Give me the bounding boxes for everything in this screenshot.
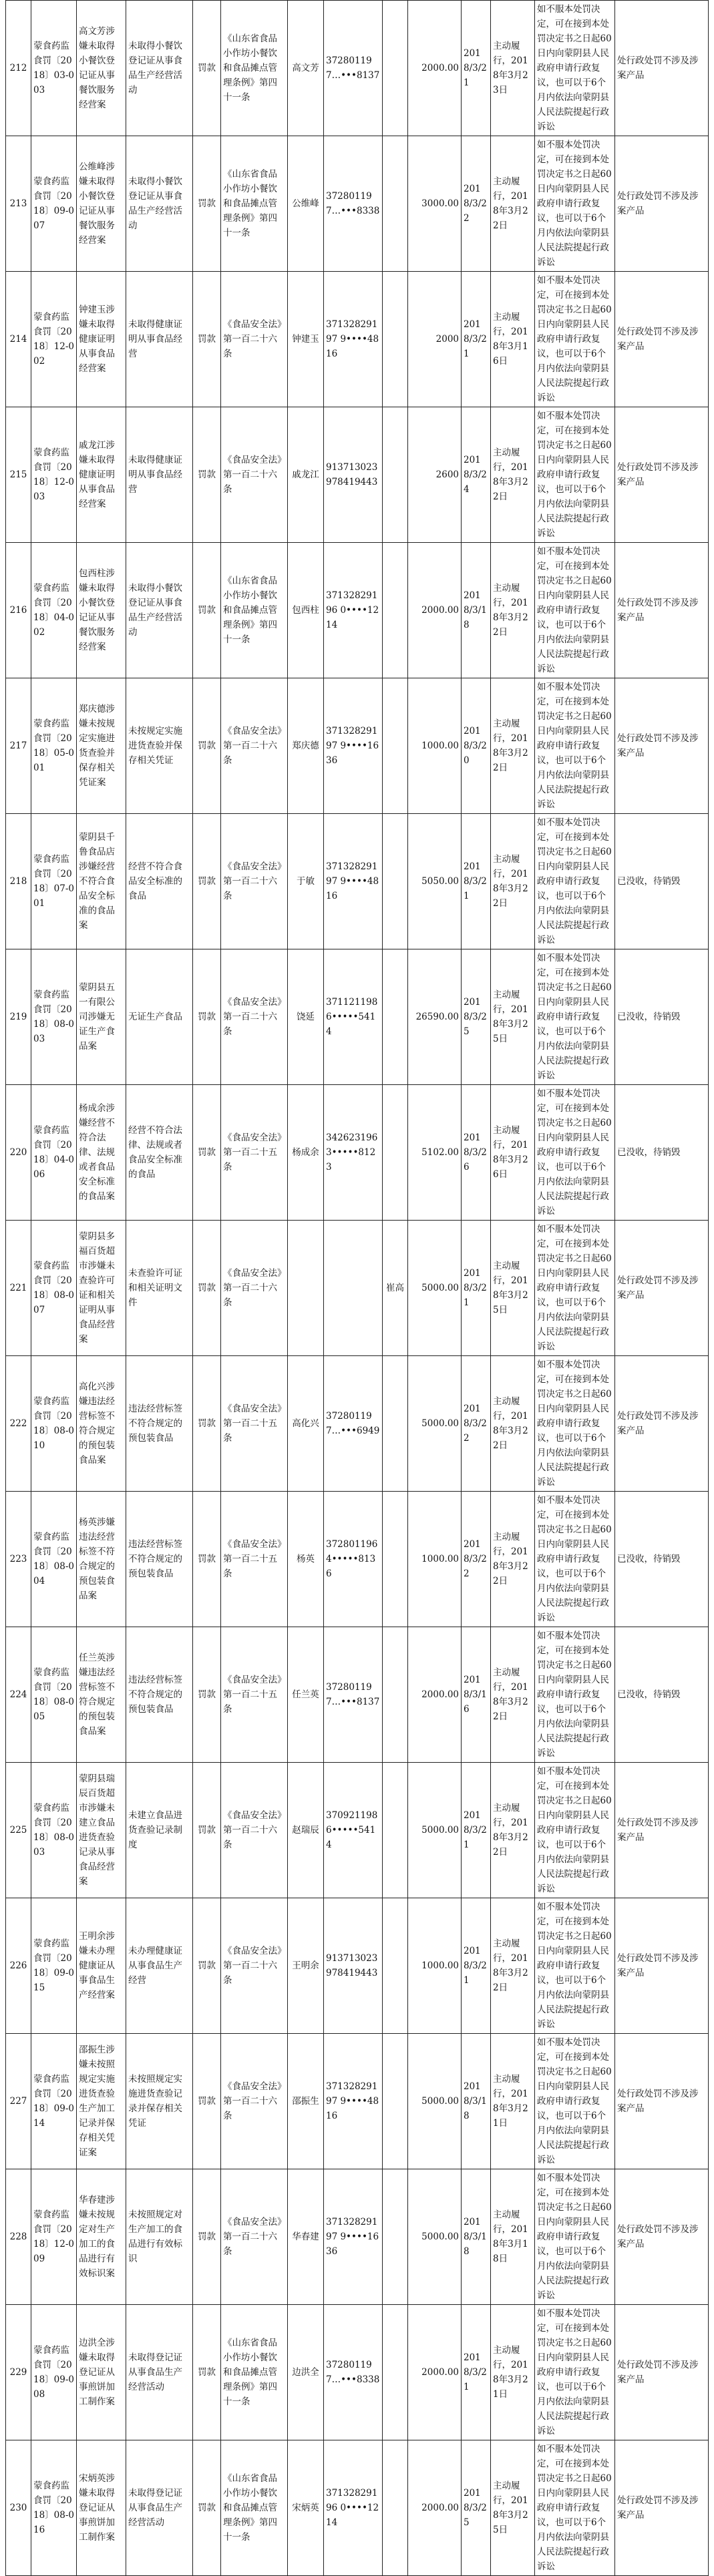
- party-name-cell: [288, 1221, 324, 1356]
- penalty-records-sheet: [5, 0, 708, 2576]
- decision-date-cell: 2018/3/22: [462, 1356, 491, 1492]
- remark-cell: 处行政处罚不涉及涉案产品: [615, 1356, 709, 1492]
- execution-status-cell: 主动履行，2018年3月23日: [491, 1, 535, 136]
- penalty-type-cell: 罚款: [193, 1627, 221, 1763]
- case-name-cell: 戚龙江涉嫌未取得健康证明从事食品经营案: [77, 407, 126, 543]
- remedy-notice-cell: 如不服本处罚决定，可在接到本处罚决定书之日起60日内向蒙阴县人民政府申请行政复议，也可以于6个月内依法向蒙阴县人民法院提起行政诉讼: [535, 1221, 615, 1356]
- violation-fact-cell: 经营不符合法律、法规或者食品安全标准的食品: [126, 1085, 193, 1221]
- remedy-notice-cell: 如不服本处罚决定，可在接到本处罚决定书之日起60日内向蒙阴县人民政府申请行政复议，也可以于6个月内依法向蒙阴县人民法院提起行政诉讼: [535, 1, 615, 136]
- penalty-type-cell: 罚款: [193, 272, 221, 407]
- table-row: [6, 2169, 709, 2305]
- violation-fact-cell: 未取得健康证明从事食品经营: [126, 272, 193, 407]
- legal-representative-cell: 崔高: [383, 1221, 408, 1356]
- violation-fact-cell: 未办理健康证从事食品生产经营: [126, 1898, 193, 2034]
- record-number-cell: 230: [6, 2440, 31, 2576]
- party-id-cell: 3426231963•••••8123: [324, 1085, 383, 1221]
- remark-cell: 已没收，待销毁: [615, 814, 709, 949]
- penalty-type-cell: 罚款: [193, 2440, 221, 2576]
- table-row: [6, 1, 709, 136]
- decision-number-cell: 蒙食药监食罚〔2018〕04-006: [31, 1085, 77, 1221]
- decision-date-cell: 2018/3/16: [462, 1627, 491, 1763]
- decision-date-cell: 2018/3/22: [462, 1492, 491, 1627]
- violation-fact-cell: 未建立食品进货查验记录制度: [126, 1763, 193, 1898]
- party-id-cell: 37132829197 9••••4816: [324, 272, 383, 407]
- record-number-cell: 225: [6, 1763, 31, 1898]
- legal-basis-cell: 《食品安全法》第一百二十六条: [221, 407, 288, 543]
- decision-number-cell: 蒙食药监食罚〔2018〕08-003: [31, 1763, 77, 1898]
- legal-representative-cell: [383, 1763, 408, 1898]
- table-row: [6, 272, 709, 407]
- legal-representative-cell: [383, 949, 408, 1085]
- remark-cell: 处行政处罚不涉及涉案产品: [615, 2169, 709, 2305]
- record-number-cell: 214: [6, 272, 31, 407]
- legal-basis-cell: 《食品安全法》第一百二十五条: [221, 1627, 288, 1763]
- table-row: [6, 407, 709, 543]
- legal-basis-cell: 《食品安全法》第一百二十六条: [221, 1221, 288, 1356]
- violation-fact-cell: 未取得健康证明从事食品经营: [126, 407, 193, 543]
- penalty-table-body: [6, 1, 709, 2576]
- execution-status-cell: 主动履行，2018年3月22日: [491, 814, 535, 949]
- decision-number-cell: 蒙食药监食罚〔2018〕09-015: [31, 1898, 77, 2034]
- record-number-cell: 224: [6, 1627, 31, 1763]
- fine-amount-cell: 5000.00: [408, 2034, 462, 2169]
- violation-fact-cell: 未取得小餐饮登记证从事食品生产经营活动: [126, 136, 193, 272]
- legal-basis-cell: 《食品安全法》第一百二十六条: [221, 1898, 288, 2034]
- execution-status-cell: 主动履行，2018年3月22日: [491, 407, 535, 543]
- party-name-cell: 公维峰: [288, 136, 324, 272]
- penalty-type-cell: 罚款: [193, 2305, 221, 2440]
- execution-status-cell: 主动履行，2018年3月18日: [491, 2169, 535, 2305]
- execution-status-cell: 主动履行，2018年3月25日: [491, 2440, 535, 2576]
- fine-amount-cell: 5102.00: [408, 1085, 462, 1221]
- table-row: [6, 814, 709, 949]
- penalty-type-cell: 罚款: [193, 2034, 221, 2169]
- remark-cell: 已没收，待销毁: [615, 1627, 709, 1763]
- violation-fact-cell: 未取得登记证从事食品生产经营活动: [126, 2305, 193, 2440]
- legal-basis-cell: 《食品安全法》第一百二十六条: [221, 678, 288, 814]
- party-id-cell: [324, 1221, 383, 1356]
- decision-date-cell: 2018/3/26: [462, 1085, 491, 1221]
- fine-amount-cell: 2600: [408, 407, 462, 543]
- remark-cell: 处行政处罚不涉及涉案产品: [615, 407, 709, 543]
- remedy-notice-cell: 如不服本处罚决定，可在接到本处罚决定书之日起60日内向蒙阴县人民政府申请行政复议，也可以于6个月内依法向蒙阴县人民法院提起行政诉讼: [535, 1627, 615, 1763]
- remedy-notice-cell: 如不服本处罚决定，可在接到本处罚决定书之日起60日内向蒙阴县人民政府申请行政复议，也可以于6个月内依法向蒙阴县人民法院提起行政诉讼: [535, 814, 615, 949]
- record-number-cell: 226: [6, 1898, 31, 2034]
- penalty-type-cell: 罚款: [193, 678, 221, 814]
- penalty-type-cell: 罚款: [193, 407, 221, 543]
- violation-fact-cell: 经营不符合食品安全标准的食品: [126, 814, 193, 949]
- party-name-cell: 边洪全: [288, 2305, 324, 2440]
- decision-date-cell: 2018/3/21: [462, 1763, 491, 1898]
- penalty-type-cell: 罚款: [193, 1898, 221, 2034]
- party-id-cell: 372801197…•••8338: [324, 136, 383, 272]
- decision-date-cell: 2018/3/25: [462, 2440, 491, 2576]
- decision-number-cell: 蒙食药监食罚〔2018〕08-010: [31, 1356, 77, 1492]
- violation-fact-cell: 未取得小餐饮登记证从事食品生产经营活动: [126, 543, 193, 678]
- fine-amount-cell: 2000.00: [408, 543, 462, 678]
- remedy-notice-cell: 如不服本处罚决定，可在接到本处罚决定书之日起60日内向蒙阴县人民政府申请行政复议，也可以于6个月内依法向蒙阴县人民法院提起行政诉讼: [535, 2305, 615, 2440]
- legal-basis-cell: 《山东省食品小作坊小餐饮和食品摊点管理条例》第四十一条: [221, 543, 288, 678]
- table-row: [6, 1492, 709, 1627]
- party-id-cell: 372801197…•••8137: [324, 1, 383, 136]
- record-number-cell: 219: [6, 949, 31, 1085]
- legal-basis-cell: 《山东省食品小作坊小餐饮和食品摊点管理条例》第四十一条: [221, 136, 288, 272]
- remark-cell: 处行政处罚不涉及涉案产品: [615, 1221, 709, 1356]
- party-id-cell: 37132829197 9••••4816: [324, 2034, 383, 2169]
- fine-amount-cell: 2000: [408, 272, 462, 407]
- execution-status-cell: 主动履行，2018年3月26日: [491, 1085, 535, 1221]
- record-number-cell: 215: [6, 407, 31, 543]
- remedy-notice-cell: 如不服本处罚决定，可在接到本处罚决定书之日起60日内向蒙阴县人民政府申请行政复议，也可以于6个月内依法向蒙阴县人民法院提起行政诉讼: [535, 543, 615, 678]
- legal-basis-cell: 《食品安全法》第一百二十五条: [221, 1356, 288, 1492]
- table-row: [6, 136, 709, 272]
- legal-representative-cell: [383, 407, 408, 543]
- violation-fact-cell: 违法经营标签不符合规定的预包装食品: [126, 1492, 193, 1627]
- penalty-type-cell: 罚款: [193, 1763, 221, 1898]
- fine-amount-cell: 5000.00: [408, 1356, 462, 1492]
- party-name-cell: 戚龙江: [288, 407, 324, 543]
- case-name-cell: 边洪全涉嫌未取得登记证从事煎饼加工制作案: [77, 2305, 126, 2440]
- decision-number-cell: 蒙食药监食罚〔2018〕04-002: [31, 543, 77, 678]
- execution-status-cell: 主动履行，2018年3月22日: [491, 1763, 535, 1898]
- legal-representative-cell: [383, 543, 408, 678]
- decision-date-cell: 2018/3/21: [462, 1221, 491, 1356]
- legal-representative-cell: [383, 1492, 408, 1627]
- decision-number-cell: 蒙食药监食罚〔2018〕12-009: [31, 2169, 77, 2305]
- legal-representative-cell: [383, 1356, 408, 1492]
- legal-representative-cell: [383, 678, 408, 814]
- legal-basis-cell: 《山东省食品小作坊小餐饮和食品摊点管理条例》第四十一条: [221, 2305, 288, 2440]
- party-name-cell: 高文芳: [288, 1, 324, 136]
- table-row: [6, 1085, 709, 1221]
- violation-fact-cell: 未查验许可证和相关证明文件: [126, 1221, 193, 1356]
- decision-number-cell: 蒙食药监食罚〔2018〕09-014: [31, 2034, 77, 2169]
- penalty-type-cell: 罚款: [193, 949, 221, 1085]
- case-name-cell: 公维峰涉嫌未取得小餐饮登记证从事餐饮服务经营案: [77, 136, 126, 272]
- record-number-cell: 216: [6, 543, 31, 678]
- legal-basis-cell: 《食品安全法》第一百二十五条: [221, 1085, 288, 1221]
- violation-fact-cell: 违法经营标签不符合规定的预包装食品: [126, 1627, 193, 1763]
- decision-number-cell: 蒙食药监食罚〔2018〕05-001: [31, 678, 77, 814]
- penalty-table: [5, 0, 709, 2576]
- legal-basis-cell: 《食品安全法》第一百二十六条: [221, 272, 288, 407]
- legal-representative-cell: [383, 1085, 408, 1221]
- record-number-cell: 229: [6, 2305, 31, 2440]
- decision-number-cell: 蒙食药监食罚〔2018〕09-007: [31, 136, 77, 272]
- execution-status-cell: 主动履行，2018年3月25日: [491, 949, 535, 1085]
- legal-representative-cell: [383, 814, 408, 949]
- party-name-cell: 包西柱: [288, 543, 324, 678]
- fine-amount-cell: 1000.00: [408, 1898, 462, 2034]
- decision-date-cell: 2018/3/21: [462, 814, 491, 949]
- case-name-cell: 华春建涉嫌未按规定对生产加工的食品进行有效标识案: [77, 2169, 126, 2305]
- party-id-cell: 372801197…•••6949: [324, 1356, 383, 1492]
- decision-date-cell: 2018/3/22: [462, 136, 491, 272]
- execution-status-cell: 主动履行，2018年3月22日: [491, 1492, 535, 1627]
- remark-cell: 处行政处罚不涉及涉案产品: [615, 2034, 709, 2169]
- record-number-cell: 218: [6, 814, 31, 949]
- remedy-notice-cell: 如不服本处罚决定，可在接到本处罚决定书之日起60日内向蒙阴县人民政府申请行政复议，也可以于6个月内依法向蒙阴县人民法院提起行政诉讼: [535, 678, 615, 814]
- decision-number-cell: 蒙食药监食罚〔2018〕08-016: [31, 2440, 77, 2576]
- party-id-cell: 37132829196 0••••1214: [324, 543, 383, 678]
- remark-cell: 处行政处罚不涉及涉案产品: [615, 1, 709, 136]
- legal-basis-cell: 《食品安全法》第一百二十六条: [221, 814, 288, 949]
- party-id-cell: 3711211986•••••5414: [324, 949, 383, 1085]
- decision-number-cell: 蒙食药监食罚〔2018〕03-003: [31, 1, 77, 136]
- remedy-notice-cell: 如不服本处罚决定，可在接到本处罚决定书之日起60日内向蒙阴县人民政府申请行政复议，也可以于6个月内依法向蒙阴县人民法院提起行政诉讼: [535, 272, 615, 407]
- remedy-notice-cell: 如不服本处罚决定，可在接到本处罚决定书之日起60日内向蒙阴县人民政府申请行政复议，也可以于6个月内依法向蒙阴县人民法院提起行政诉讼: [535, 1356, 615, 1492]
- fine-amount-cell: 1000.00: [408, 678, 462, 814]
- violation-fact-cell: 未按规定实施进货查验并保存相关凭证: [126, 678, 193, 814]
- record-number-cell: 220: [6, 1085, 31, 1221]
- party-id-cell: 37132829197 9••••1636: [324, 2169, 383, 2305]
- execution-status-cell: 主动履行，2018年3月22日: [491, 1627, 535, 1763]
- remedy-notice-cell: 如不服本处罚决定，可在接到本处罚决定书之日起60日内向蒙阴县人民政府申请行政复议，也可以于6个月内依法向蒙阴县人民法院提起行政诉讼: [535, 1763, 615, 1898]
- party-name-cell: 赵瑞辰: [288, 1763, 324, 1898]
- decision-number-cell: 蒙食药监食罚〔2018〕12-003: [31, 407, 77, 543]
- party-name-cell: 钟建玉: [288, 272, 324, 407]
- decision-number-cell: 蒙食药监食罚〔2018〕12-002: [31, 272, 77, 407]
- record-number-cell: 223: [6, 1492, 31, 1627]
- party-name-cell: 任兰英: [288, 1627, 324, 1763]
- case-name-cell: 蒙阴县多福百货超市涉嫌未查验许可证和相关证明从事食品经营案: [77, 1221, 126, 1356]
- remark-cell: 处行政处罚不涉及涉案产品: [615, 1763, 709, 1898]
- party-id-cell: 37132829196 0••••1214: [324, 2440, 383, 2576]
- remedy-notice-cell: 如不服本处罚决定，可在接到本处罚决定书之日起60日内向蒙阴县人民政府申请行政复议，也可以于6个月内依法向蒙阴县人民法院提起行政诉讼: [535, 1898, 615, 2034]
- case-name-cell: 蒙阴县五一有限公司涉嫌无证生产食品案: [77, 949, 126, 1085]
- fine-amount-cell: 3000.00: [408, 136, 462, 272]
- fine-amount-cell: 2000.00: [408, 2305, 462, 2440]
- legal-representative-cell: [383, 1, 408, 136]
- legal-representative-cell: [383, 2169, 408, 2305]
- execution-status-cell: 主动履行，2018年3月21日: [491, 2034, 535, 2169]
- table-row: [6, 1627, 709, 1763]
- table-row: [6, 1763, 709, 1898]
- party-id-cell: 372801197…•••8338: [324, 2305, 383, 2440]
- legal-basis-cell: 《食品安全法》第一百二十六条: [221, 1763, 288, 1898]
- legal-basis-cell: 《食品安全法》第一百二十六条: [221, 2034, 288, 2169]
- remark-cell: 处行政处罚不涉及涉案产品: [615, 543, 709, 678]
- party-name-cell: 华春建: [288, 2169, 324, 2305]
- decision-date-cell: 2018/3/21: [462, 1898, 491, 2034]
- table-row: [6, 678, 709, 814]
- remark-cell: 处行政处罚不涉及涉案产品: [615, 678, 709, 814]
- party-id-cell: 3728011964•••••8136: [324, 1492, 383, 1627]
- execution-status-cell: 主动履行，2018年3月22日: [491, 678, 535, 814]
- party-name-cell: 邵振生: [288, 2034, 324, 2169]
- case-name-cell: 郑庆德涉嫌未按规定实施进货查验并保存相关凭证案: [77, 678, 126, 814]
- party-name-cell: 于敏: [288, 814, 324, 949]
- violation-fact-cell: 未按照规定实施进货查验记录并保存相关凭证: [126, 2034, 193, 2169]
- remedy-notice-cell: 如不服本处罚决定，可在接到本处罚决定书之日起60日内向蒙阴县人民政府申请行政复议，也可以于6个月内依法向蒙阴县人民法院提起行政诉讼: [535, 2034, 615, 2169]
- fine-amount-cell: 1000.00: [408, 1492, 462, 1627]
- decision-number-cell: 蒙食药监食罚〔2018〕08-004: [31, 1492, 77, 1627]
- case-name-cell: 钟建玉涉嫌未取得健康证明从事食品经营案: [77, 272, 126, 407]
- decision-date-cell: 2018/3/18: [462, 2169, 491, 2305]
- case-name-cell: 杨成余涉嫌经营不符合法律、法规或者食品安全标准的食品案: [77, 1085, 126, 1221]
- case-name-cell: 邵振生涉嫌未按照规定实施进货查验生产加工记录并保存相关凭证案: [77, 2034, 126, 2169]
- remedy-notice-cell: 如不服本处罚决定，可在接到本处罚决定书之日起60日内向蒙阴县人民政府申请行政复议，也可以于6个月内依法向蒙阴县人民法院提起行政诉讼: [535, 2169, 615, 2305]
- record-number-cell: 228: [6, 2169, 31, 2305]
- table-row: [6, 1356, 709, 1492]
- remedy-notice-cell: 如不服本处罚决定，可在接到本处罚决定书之日起60日内向蒙阴县人民政府申请行政复议，也可以于6个月内依法向蒙阴县人民法院提起行政诉讼: [535, 407, 615, 543]
- remark-cell: 已没收，待销毁: [615, 949, 709, 1085]
- decision-date-cell: 2018/3/21: [462, 1, 491, 136]
- penalty-type-cell: 罚款: [193, 1356, 221, 1492]
- violation-fact-cell: 违法经营标签不符合规定的预包装食品: [126, 1356, 193, 1492]
- table-row: [6, 2034, 709, 2169]
- remark-cell: 处行政处罚不涉及涉案产品: [615, 1898, 709, 2034]
- execution-status-cell: 主动履行，2018年3月16日: [491, 272, 535, 407]
- party-name-cell: 杨英: [288, 1492, 324, 1627]
- remedy-notice-cell: 如不服本处罚决定，可在接到本处罚决定书之日起60日内向蒙阴县人民政府申请行政复议，也可以于6个月内依法向蒙阴县人民法院提起行政诉讼: [535, 1085, 615, 1221]
- decision-date-cell: 2018/3/18: [462, 2034, 491, 2169]
- decision-date-cell: 2018/3/18: [462, 543, 491, 678]
- record-number-cell: 213: [6, 136, 31, 272]
- execution-status-cell: 主动履行，2018年3月22日: [491, 136, 535, 272]
- remark-cell: 处行政处罚不涉及涉案产品: [615, 2305, 709, 2440]
- legal-representative-cell: [383, 136, 408, 272]
- penalty-type-cell: 罚款: [193, 1221, 221, 1356]
- execution-status-cell: 主动履行，2018年3月25日: [491, 1221, 535, 1356]
- record-number-cell: 212: [6, 1, 31, 136]
- party-name-cell: 高化兴: [288, 1356, 324, 1492]
- record-number-cell: 227: [6, 2034, 31, 2169]
- legal-basis-cell: 《食品安全法》第一百二十六条: [221, 949, 288, 1085]
- fine-amount-cell: 5000.00: [408, 2169, 462, 2305]
- table-row: [6, 543, 709, 678]
- case-name-cell: 高化兴涉嫌违法经营标签不符合规定的预包装食品案: [77, 1356, 126, 1492]
- legal-basis-cell: 《食品安全法》第一百二十六条: [221, 2169, 288, 2305]
- execution-status-cell: 主动履行，2018年3月22日: [491, 543, 535, 678]
- remedy-notice-cell: 如不服本处罚决定，可在接到本处罚决定书之日起60日内向蒙阴县人民政府申请行政复议，也可以于6个月内依法向蒙阴县人民法院提起行政诉讼: [535, 136, 615, 272]
- penalty-type-cell: 罚款: [193, 136, 221, 272]
- decision-date-cell: 2018/3/24: [462, 407, 491, 543]
- decision-number-cell: 蒙食药监食罚〔2018〕08-007: [31, 1221, 77, 1356]
- decision-date-cell: 2018/3/20: [462, 678, 491, 814]
- penalty-type-cell: 罚款: [193, 814, 221, 949]
- party-name-cell: 杨成余: [288, 1085, 324, 1221]
- party-id-cell: 37132829197 9••••1636: [324, 678, 383, 814]
- case-name-cell: 王明余涉嫌未办理健康证从事食品生产经营案: [77, 1898, 126, 2034]
- fine-amount-cell: 2000.00: [408, 1627, 462, 1763]
- party-id-cell: 372801197…•••8137: [324, 1627, 383, 1763]
- legal-representative-cell: [383, 2440, 408, 2576]
- table-row: [6, 1221, 709, 1356]
- party-name-cell: 王明余: [288, 1898, 324, 2034]
- penalty-type-cell: 罚款: [193, 1492, 221, 1627]
- fine-amount-cell: 5000.00: [408, 1221, 462, 1356]
- party-id-cell: 37132829197 9••••4816: [324, 814, 383, 949]
- penalty-type-cell: 罚款: [193, 543, 221, 678]
- case-name-cell: 宋炳英涉嫌未取得登记证从事煎饼加工制作案: [77, 2440, 126, 2576]
- remark-cell: 已没收，待销毁: [615, 1085, 709, 1221]
- fine-amount-cell: 2000.00: [408, 1, 462, 136]
- remedy-notice-cell: 如不服本处罚决定，可在接到本处罚决定书之日起60日内向蒙阴县人民政府申请行政复议，也可以于6个月内依法向蒙阴县人民法院提起行政诉讼: [535, 2440, 615, 2576]
- record-number-cell: 221: [6, 1221, 31, 1356]
- decision-date-cell: 2018/3/21: [462, 2305, 491, 2440]
- record-number-cell: 222: [6, 1356, 31, 1492]
- legal-representative-cell: [383, 272, 408, 407]
- party-name-cell: 郑庆德: [288, 678, 324, 814]
- party-id-cell: 913713023978419443: [324, 407, 383, 543]
- penalty-type-cell: 罚款: [193, 1085, 221, 1221]
- case-name-cell: 蒙阴县瑞辰百货超市涉嫌未建立食品进货查验记录从事食品经营案: [77, 1763, 126, 1898]
- decision-number-cell: 蒙食药监食罚〔2018〕07-001: [31, 814, 77, 949]
- violation-fact-cell: 未按照规定对生产加工的食品进行有效标识: [126, 2169, 193, 2305]
- legal-representative-cell: [383, 1898, 408, 2034]
- record-number-cell: 217: [6, 678, 31, 814]
- decision-number-cell: 蒙食药监食罚〔2018〕09-008: [31, 2305, 77, 2440]
- legal-basis-cell: 《山东省食品小作坊小餐饮和食品摊点管理条例》第四十一条: [221, 1, 288, 136]
- legal-representative-cell: [383, 2305, 408, 2440]
- legal-representative-cell: [383, 2034, 408, 2169]
- case-name-cell: 包西柱涉嫌未取得小餐饮登记证从事餐饮服务经营案: [77, 543, 126, 678]
- penalty-type-cell: 罚款: [193, 1, 221, 136]
- fine-amount-cell: 26590.00: [408, 949, 462, 1085]
- legal-basis-cell: 《山东省食品小作坊小餐饮和食品摊点管理条例》第四十一条: [221, 2440, 288, 2576]
- decision-number-cell: 蒙食药监食罚〔2018〕08-005: [31, 1627, 77, 1763]
- party-name-cell: 宋炳英: [288, 2440, 324, 2576]
- remark-cell: 处行政处罚不涉及涉案产品: [615, 272, 709, 407]
- remedy-notice-cell: 如不服本处罚决定，可在接到本处罚决定书之日起60日内向蒙阴县人民政府申请行政复议，也可以于6个月内依法向蒙阴县人民法院提起行政诉讼: [535, 949, 615, 1085]
- remedy-notice-cell: 如不服本处罚决定，可在接到本处罚决定书之日起60日内向蒙阴县人民政府申请行政复议，也可以于6个月内依法向蒙阴县人民法院提起行政诉讼: [535, 1492, 615, 1627]
- remark-cell: 已没收，待销毁: [615, 1492, 709, 1627]
- execution-status-cell: 主动履行，2018年3月22日: [491, 1898, 535, 2034]
- case-name-cell: 蒙阴县千鲁食品店涉嫌经营不符合食品安全标准的食品案: [77, 814, 126, 949]
- table-row: [6, 1898, 709, 2034]
- table-row: [6, 949, 709, 1085]
- party-name-cell: 饶延: [288, 949, 324, 1085]
- violation-fact-cell: 未取得小餐饮登记证从事食品生产经营活动: [126, 1, 193, 136]
- remark-cell: 处行政处罚不涉及涉案产品: [615, 2440, 709, 2576]
- fine-amount-cell: 5050.00: [408, 814, 462, 949]
- violation-fact-cell: 未取得登记证从事食品生产经营活动: [126, 2440, 193, 2576]
- execution-status-cell: 主动履行，2018年3月21日: [491, 2305, 535, 2440]
- penalty-type-cell: 罚款: [193, 2169, 221, 2305]
- execution-status-cell: 主动履行，2018年3月22日: [491, 1356, 535, 1492]
- table-row: [6, 2440, 709, 2576]
- case-name-cell: 任兰英涉嫌违法经营标签不符合规定的预包装食品案: [77, 1627, 126, 1763]
- legal-basis-cell: 《食品安全法》第一百二十五条: [221, 1492, 288, 1627]
- decision-date-cell: 2018/3/25: [462, 949, 491, 1085]
- legal-representative-cell: [383, 1627, 408, 1763]
- party-id-cell: 913713023978419443: [324, 1898, 383, 2034]
- decision-date-cell: 2018/3/21: [462, 272, 491, 407]
- case-name-cell: 高文芳涉嫌未取得小餐饮登记证从事餐饮服务经营案: [77, 1, 126, 136]
- fine-amount-cell: 5000.00: [408, 1763, 462, 1898]
- table-row: [6, 2305, 709, 2440]
- party-id-cell: 3709211986•••••5414: [324, 1763, 383, 1898]
- remark-cell: 处行政处罚不涉及涉案产品: [615, 136, 709, 272]
- violation-fact-cell: 无证生产食品: [126, 949, 193, 1085]
- case-name-cell: 杨英涉嫌违法经营标签不符合规定的预包装食品案: [77, 1492, 126, 1627]
- decision-number-cell: 蒙食药监食罚〔2018〕08-003: [31, 949, 77, 1085]
- fine-amount-cell: 2000.00: [408, 2440, 462, 2576]
